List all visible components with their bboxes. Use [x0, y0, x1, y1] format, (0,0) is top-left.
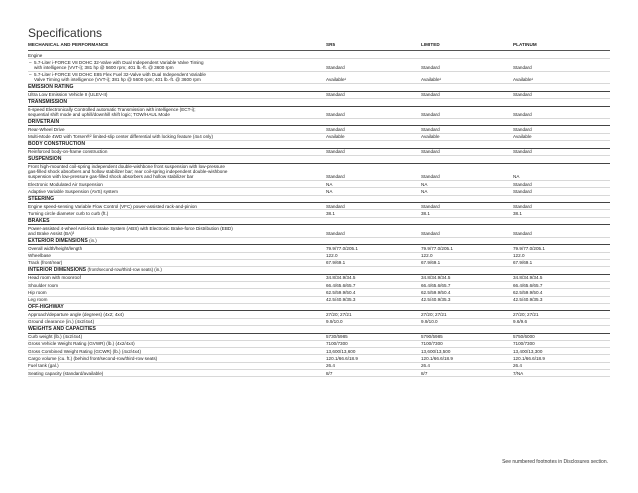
- value-platinum: Standard: [513, 92, 532, 98]
- value-sr5: Available¹: [326, 77, 347, 83]
- spec-label: [28, 134, 328, 140]
- spec-row: [28, 355, 610, 362]
- spec-label-line: suspension with low-pressure gas-filled shock absorbers and hollow stabilizer bar: [28, 174, 194, 180]
- spec-label-line: Engine: [28, 52, 43, 58]
- header-label: MECHANICAL AND PERFORMANCE: [28, 42, 109, 47]
- value-platinum: NA: [513, 174, 520, 180]
- value-platinum: Available¹: [513, 77, 534, 83]
- spec-label: [28, 52, 328, 58]
- value-sr5: 34.8/34.9/34.5: [326, 275, 356, 281]
- value-limited: 26.4: [421, 363, 430, 369]
- spec-row: [28, 253, 610, 260]
- value-platinum: 79.9/77.0/205.1: [513, 245, 545, 251]
- spec-row: [28, 203, 610, 210]
- value-limited: 122.0: [421, 253, 433, 259]
- value-sr5: 62.5/59.9/50.4: [326, 289, 356, 295]
- spec-row: [28, 282, 610, 289]
- value-platinum: 13,400/13,300: [513, 348, 543, 354]
- spec-label-line: Reinforced body-on-frame construction: [28, 149, 108, 155]
- section-label: STEERING: [28, 195, 55, 202]
- spec-label: [28, 245, 328, 251]
- value-limited: NA: [421, 188, 428, 194]
- column-header: [28, 42, 610, 51]
- value-limited: Standard: [421, 149, 440, 155]
- value-limited: 42.5/40.9/35.3: [421, 297, 451, 303]
- value-sr5: Standard: [326, 230, 345, 236]
- spec-row: [28, 134, 610, 141]
- spec-label: [28, 107, 328, 118]
- spec-label-line: with intelligence (VVT-i); 381 hp @ 5600 rpm; 401 lb.-ft. @ 3600 rpm: [34, 64, 174, 70]
- spec-label-line: Seating capacity (standard/available): [28, 370, 104, 376]
- value-limited: 9.9/10.0: [421, 319, 438, 325]
- value-sr5: 38.1: [326, 211, 335, 216]
- spec-row: [28, 363, 610, 370]
- value-limited: Standard: [421, 112, 440, 118]
- spec-label-line: Power-assisted 4-wheel Anti-lock Brake System (ABS) with Electronic Brake-force Distribution (EBD): [28, 225, 233, 231]
- section-label: TRANSMISSION: [28, 98, 68, 105]
- spec-label: [28, 297, 328, 303]
- value-limited: 120.1/66.6/18.9: [421, 356, 453, 361]
- section-label: BODY CONSTRUCTION: [28, 141, 86, 148]
- section-sublabel: (front/second-row/third-row seats) (in.): [87, 267, 162, 273]
- spec-row: [28, 52, 610, 59]
- spec-label: [28, 348, 328, 354]
- value-sr5: 8/7: [326, 370, 333, 376]
- spec-row: [28, 149, 610, 156]
- value-limited: Standard: [421, 203, 440, 209]
- value-sr5: 26.4: [326, 363, 335, 369]
- value-limited: Available: [421, 134, 440, 140]
- value-limited: 13,600/13,500: [421, 348, 451, 354]
- section-header: [28, 238, 610, 246]
- header-sr5: SR5: [326, 42, 336, 47]
- value-platinum: 62.5/59.9/50.4: [513, 289, 543, 295]
- value-platinum: 67.9/69.1: [513, 260, 533, 266]
- spec-label: [28, 149, 328, 155]
- spec-label-line: 5.7-Liter i-FORCE V8 DOHC 32-Valve with Dual Independent Variable Valve Timing: [34, 59, 204, 65]
- spec-label-line: sequential shift mode and uphill/downhill shift logic; TOW/HAUL Mode: [28, 112, 170, 118]
- spec-label: [28, 334, 328, 340]
- spec-label-line: Cargo volume (cu. ft.) (behind front/second-row/third-row seats): [28, 356, 158, 361]
- value-sr5: 79.9/77.0/205.1: [326, 245, 358, 251]
- section-header: [28, 326, 610, 334]
- value-platinum: Standard: [513, 181, 532, 187]
- value-limited: 8/7: [421, 370, 428, 376]
- spec-label: [28, 319, 328, 325]
- value-sr5: Standard: [326, 127, 345, 133]
- value-sr5: 66.4/65.6/65.7: [326, 282, 356, 288]
- spec-label: [28, 126, 328, 132]
- section-header: [28, 267, 610, 275]
- section-label: BRAKES: [28, 217, 50, 224]
- section-header: [28, 156, 610, 164]
- value-limited: Standard: [421, 127, 440, 133]
- spec-label-line: Adaptive Variable Suspension (AVS) system: [28, 188, 118, 194]
- value-platinum: Standard: [513, 112, 532, 118]
- footnote: See numbered footnotes in Disclosures section.: [502, 459, 608, 465]
- value-platinum: 42.5/40.9/35.3: [513, 297, 543, 303]
- section-label: INTERIOR DIMENSIONS: [28, 267, 87, 274]
- value-limited: 7100/7300: [421, 341, 443, 347]
- header-limited: LIMITED: [421, 42, 440, 47]
- section-header: [28, 84, 610, 92]
- spec-label-line: gas-filled shock absorbers and hollow stabilizer bar; rear coil-spring independent double-wishbone: [28, 169, 228, 175]
- value-sr5: 7100/7300: [326, 341, 348, 347]
- section-sublabel: (in.): [89, 237, 97, 243]
- value-limited: 34.8/34.9/34.5: [421, 275, 451, 281]
- section-label: OFF-HIGHWAY: [28, 303, 64, 310]
- spec-label: [28, 225, 328, 236]
- value-limited: 5790/5985: [421, 334, 443, 340]
- value-sr5: 27/20; 27/21: [326, 312, 352, 317]
- section-header: [28, 99, 610, 107]
- spec-label: [28, 59, 334, 70]
- spec-label: [28, 253, 328, 259]
- spec-row: [28, 275, 610, 282]
- spec-row: [28, 348, 610, 355]
- spec-row: [28, 260, 610, 267]
- section-label: EXTERIOR DIMENSIONS: [28, 237, 88, 244]
- value-limited: Standard: [421, 92, 440, 98]
- value-limited: Available¹: [421, 77, 442, 83]
- spec-label: [28, 188, 328, 194]
- spec-row: [28, 188, 610, 195]
- value-limited: 27/20; 27/21: [421, 312, 447, 317]
- spec-row: [28, 319, 610, 326]
- value-sr5: Standard: [326, 174, 345, 180]
- spec-label-line: Fuel tank (gal.): [28, 363, 59, 369]
- spec-label: [28, 311, 328, 317]
- spec-label: [28, 210, 328, 216]
- value-sr5: 67.9/69.1: [326, 260, 346, 266]
- value-platinum: 5750/6000: [513, 334, 535, 340]
- value-sr5: NA: [326, 181, 333, 187]
- value-platinum: Standard: [513, 127, 532, 133]
- section-label: EMISSION RATING: [28, 84, 74, 91]
- value-platinum: 34.8/34.9/34.5: [513, 275, 543, 281]
- value-limited: 38.1: [421, 211, 430, 216]
- value-platinum: 66.4/65.6/65.7: [513, 282, 543, 288]
- value-limited: 62.5/59.9/50.4: [421, 289, 451, 295]
- spec-row: [28, 126, 610, 133]
- value-sr5: NA: [326, 188, 333, 194]
- value-platinum: Standard: [513, 230, 532, 236]
- spec-label: [28, 92, 328, 98]
- spec-label: [28, 260, 328, 266]
- spec-label-line: Gross Vehicle Weight Rating (GVWR) (lb.) (4x2/4x4): [28, 341, 135, 347]
- value-sr5: 120.1/66.6/18.9: [326, 356, 358, 361]
- value-platinum: Standard: [513, 203, 532, 209]
- spec-label: [28, 341, 328, 347]
- section-header: [28, 304, 610, 312]
- spec-row: [28, 210, 610, 217]
- section-header: [28, 119, 610, 127]
- spec-row: [28, 92, 610, 99]
- value-sr5: 9.9/10.0: [326, 319, 343, 325]
- spec-row: [28, 107, 610, 119]
- spec-label-line: Front high-mounted coil-spring independent double-wishbone front suspension with low-pressure: [28, 164, 225, 170]
- spec-row: [28, 289, 610, 296]
- value-sr5: 122.0: [326, 253, 338, 259]
- spec-row: [28, 181, 610, 188]
- value-platinum: 9.6/9.6: [513, 319, 528, 325]
- value-platinum: 38.1: [513, 211, 522, 216]
- value-limited: NA: [421, 181, 428, 187]
- value-sr5: Standard: [326, 92, 345, 98]
- spec-label-line: Ultra Low Emission Vehicle II (ULEV-II): [28, 92, 108, 98]
- bullet-icon: –: [29, 72, 32, 78]
- spec-label-line: Wheelbase: [28, 253, 51, 259]
- spec-label: [28, 355, 328, 361]
- value-sr5: 5730/5985: [326, 334, 348, 340]
- spec-label: [28, 164, 328, 180]
- section-header: [28, 141, 610, 149]
- header-platinum: PLATINUM: [513, 42, 537, 47]
- spec-label: [28, 181, 328, 187]
- section-header: [28, 196, 610, 204]
- value-limited: 67.9/69.1: [421, 260, 441, 266]
- section-header: [28, 218, 610, 226]
- value-sr5: 13,600/13,600: [326, 348, 356, 354]
- spec-label: [28, 363, 328, 369]
- value-platinum: 122.0: [513, 253, 525, 259]
- spec-label-line: Rear-Wheel Drive: [28, 127, 65, 133]
- value-sr5: 42.5/40.9/35.3: [326, 297, 356, 303]
- value-platinum: 26.4: [513, 363, 522, 369]
- spec-label-line: Ground clearance (in.) (4x2/4x4): [28, 319, 95, 325]
- value-sr5: Standard: [326, 64, 345, 70]
- spec-label: [28, 72, 334, 83]
- spec-label-line: Multi-Mode 4WD with Torsen®² limited-slip center differential with locking feature (4x4 only): [28, 134, 213, 140]
- value-sr5: Standard: [326, 203, 345, 209]
- spec-table: [28, 52, 610, 377]
- spec-label-line: Electronic Modulated Air Suspension: [28, 181, 103, 187]
- value-limited: Standard: [421, 230, 440, 236]
- spec-label-line: Head room with moonroof: [28, 275, 81, 281]
- spec-row: [28, 297, 610, 304]
- spec-label-line: Leg room: [28, 297, 48, 303]
- spec-label-line: Approach/departure angle (degrees) (4x2; 4x4): [28, 312, 124, 317]
- value-sr5: Standard: [326, 149, 345, 155]
- spec-row: [28, 225, 610, 237]
- value-limited: Standard: [421, 64, 440, 70]
- spec-row: [28, 59, 610, 71]
- spec-label-line: Turning circle diameter curb to curb (ft.): [28, 211, 109, 216]
- spec-row: [28, 341, 610, 348]
- value-platinum: 120.1/66.6/18.9: [513, 356, 545, 361]
- spec-label-line: 5.7-Liter i-FORCE V8 DOHC E85 Flex Fuel 32-Valve with Dual Independent Variable: [34, 72, 206, 78]
- spec-label: [28, 282, 328, 288]
- value-platinum: Standard: [513, 188, 532, 194]
- value-sr5: Available: [326, 134, 345, 140]
- section-label: DRIVETRAIN: [28, 118, 60, 125]
- value-platinum: 7100/7300: [513, 341, 535, 347]
- spec-label: [28, 275, 328, 281]
- value-limited: 66.4/65.6/65.7: [421, 282, 451, 288]
- spec-label-line: and Brake Assist (BA)³: [28, 230, 75, 236]
- value-limited: Standard: [421, 174, 440, 180]
- bullet-icon: –: [29, 59, 32, 65]
- spec-label-line: 6-speed Electronically Controlled automatic Transmission with intelligence (ECT-i);: [28, 107, 196, 113]
- value-platinum: Available: [513, 134, 532, 140]
- spec-row: [28, 334, 610, 341]
- spec-row: [28, 370, 610, 377]
- spec-row: [28, 72, 610, 84]
- spec-label-line: Gross Combined Weight Rating (GCWR) (lb.) (4x2/4x4): [28, 348, 142, 354]
- value-platinum: Standard: [513, 149, 532, 155]
- value-limited: 79.9/77.0/205.1: [421, 245, 453, 251]
- spec-row: [28, 311, 610, 318]
- spec-label-line: Valve Timing with intelligence (VVT-i); 381 hp @ 5600 rpm; 401 lb.-ft. @ 3600 rpm: [34, 77, 201, 83]
- spec-label: [28, 289, 328, 295]
- spec-label-line: Curb weight (lb.) (4x2/4x4): [28, 334, 83, 340]
- spec-label-line: Hip room: [28, 289, 47, 295]
- value-platinum: 7/NA: [513, 370, 524, 376]
- spec-label-line: Shoulder room: [28, 282, 59, 288]
- spec-label: [28, 370, 328, 376]
- value-platinum: Standard: [513, 64, 532, 70]
- spec-label-line: Engine speed-sensing Variable Flow Control (VFC) power-assisted rack-and-pinion: [28, 203, 197, 209]
- page-title: Specifications: [28, 26, 103, 40]
- spec-row: [28, 164, 610, 181]
- value-sr5: Standard: [326, 112, 345, 118]
- spec-label-line: Overall width/height/length: [28, 245, 83, 251]
- section-label: SUSPENSION: [28, 155, 62, 162]
- value-platinum: 27/20; 27/21: [513, 312, 539, 317]
- spec-row: [28, 245, 610, 252]
- spec-label-line: Track (front/rear): [28, 260, 63, 266]
- spec-label: [28, 203, 328, 209]
- section-label: WEIGHTS AND CAPACITIES: [28, 325, 96, 332]
